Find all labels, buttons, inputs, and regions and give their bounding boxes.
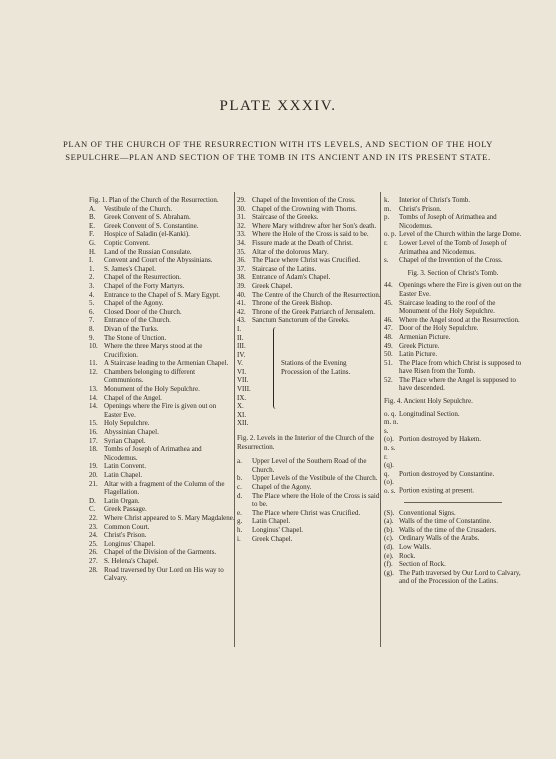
- legend-entry: [89, 445, 235, 462]
- legend-text: Section of Rock.: [399, 560, 446, 569]
- station-numeral: IX.: [237, 393, 247, 402]
- legend-text: Latin Picture.: [399, 350, 438, 359]
- legend-text: Rock.: [399, 551, 416, 560]
- legend-key: 48.: [384, 332, 393, 341]
- legend-key: 25.: [89, 539, 98, 548]
- legend-entry: [237, 256, 382, 265]
- legend-text: Where Mary withdrew after her Son's death.: [252, 221, 377, 230]
- legend-key: 6.: [89, 307, 95, 316]
- legend-text: Hospice of Saladin (el-Kanki).: [104, 230, 190, 239]
- legend-entry: [89, 402, 235, 419]
- legend-key: i.: [237, 534, 241, 543]
- legend-text: Fissure made at the Death of Christ.: [252, 238, 353, 247]
- legend-text: Chapel of the Division of the Garments.: [104, 548, 217, 557]
- legend-entry: [89, 548, 235, 557]
- legend-text: Greek Convent of S. Constantine.: [104, 221, 199, 230]
- legend-entry: [237, 483, 382, 492]
- station-numeral: XII.: [237, 419, 249, 428]
- legend-key: e.: [237, 508, 242, 517]
- legend-entry: [89, 480, 235, 497]
- legend-key: (f).: [384, 560, 393, 569]
- legend-entry: [89, 523, 235, 532]
- legend-key: 3.: [89, 281, 95, 290]
- legend-key: 19.: [89, 462, 98, 471]
- legend-key: 9.: [89, 333, 95, 342]
- legend-key: 49.: [384, 341, 393, 350]
- legend-key: D.: [89, 496, 96, 505]
- fig3-legend-list: [384, 281, 522, 393]
- legend-text: Chapel of the Resurrection.: [104, 273, 181, 282]
- legend-key: 24.: [89, 531, 98, 540]
- legend-key: 1.: [89, 264, 95, 273]
- stations-group: [237, 325, 382, 428]
- legend-key: r.: [384, 238, 388, 247]
- station-numeral: III.: [237, 342, 246, 351]
- legend-text: Portion destroyed by Hakem.: [399, 435, 482, 444]
- legend-text: Where the Angel stood at the Resurrection.: [399, 315, 520, 324]
- legend-text: Greek Chapel.: [252, 534, 293, 543]
- legend-text: Chapel of the Crowning with Thorns.: [252, 204, 357, 213]
- legend-text: Upper Levels of the Vestibule of the Church.: [252, 474, 378, 483]
- legend-text: Throne of the Greek Bishop.: [252, 299, 333, 308]
- legend-text: Walls of the time of the Crusaders.: [399, 525, 497, 534]
- legend-text: Portion existing at present.: [399, 487, 475, 495]
- fig1-caption: Fig. 1. Plan of the Church of the Resurrection.: [89, 196, 219, 204]
- legend-key: m. n. s. (o).: [384, 418, 399, 444]
- legend-key: c.: [237, 483, 242, 491]
- legend-entry: [384, 350, 522, 359]
- legend-text: Closed Door of the Church.: [104, 307, 182, 316]
- legend-key: I.: [89, 256, 94, 265]
- station-numeral: VII.: [237, 376, 249, 385]
- legend-key: 32.: [237, 221, 246, 230]
- legend-entry: [384, 410, 522, 419]
- legend-text: The Place where Christ was Crucified.: [252, 256, 361, 265]
- legend-entry: [89, 325, 235, 334]
- legend-entry: [89, 385, 235, 394]
- legend-text: Where Christ appeared to S. Mary Magdalene.: [104, 513, 235, 522]
- legend-entry: [89, 462, 235, 471]
- legend-entry: [89, 256, 235, 265]
- legend-entry: [89, 359, 235, 368]
- station-numeral: XI.: [237, 410, 247, 419]
- legend-text: The Place where Christ was Crucified.: [252, 508, 361, 517]
- legend-entry: [89, 265, 235, 274]
- legend-key: 50.: [384, 350, 393, 359]
- legend-key: d.: [237, 491, 243, 500]
- signs-heading: (S). Conventional Signs.: [384, 508, 456, 517]
- legend-key: 34.: [237, 238, 246, 247]
- legend-entry: [89, 282, 235, 291]
- legend-key: 17.: [89, 436, 98, 445]
- legend-text: Sanctum Sanctorum of the Greeks.: [252, 316, 350, 325]
- legend-entry: [237, 308, 382, 317]
- station-numeral: V.: [237, 359, 243, 368]
- legend-text: Portion destroyed by Constantine.: [399, 469, 495, 478]
- legend-entry: [89, 316, 235, 325]
- legend-key: 31.: [237, 213, 246, 222]
- legend-entry: [89, 334, 235, 343]
- legend-key: 42.: [237, 307, 246, 316]
- legend-entry: [384, 444, 522, 478]
- legend-key: h.: [237, 525, 243, 534]
- legend-entry: [384, 205, 522, 214]
- station-numeral: X.: [237, 402, 244, 411]
- legend-key: (d).: [384, 542, 394, 551]
- legend-entry: [89, 299, 235, 308]
- legend-column-2: [237, 196, 382, 543]
- legend-text: Divan of the Turks.: [104, 324, 159, 333]
- legend-key: 18.: [89, 445, 98, 454]
- legend-column-3: [384, 196, 522, 586]
- legend-entry: [89, 428, 235, 437]
- legend-entry: [384, 333, 522, 342]
- legend-entry: [237, 535, 382, 544]
- legend-text: Latin Organ.: [104, 496, 140, 505]
- legend-entry: [89, 213, 235, 222]
- fig1-legend-list: [89, 205, 235, 583]
- legend-entry: [237, 509, 382, 518]
- legend-key: (e).: [384, 551, 394, 560]
- legend-text: Tombs of Joseph of Arimathea and Nicodemus.: [399, 213, 497, 230]
- legend-text: A Staircase leading to the Armenian Chapel.: [104, 359, 229, 368]
- legend-text: Chambers belonging to different Communions.: [104, 367, 196, 385]
- legend-key: 44.: [384, 281, 393, 290]
- legend-text: Latin Convent.: [104, 462, 146, 471]
- legend-text: Throne of the Greek Patriarch of Jerusalem.: [252, 307, 376, 316]
- legend-entry: [89, 514, 235, 523]
- legend-text: S. James's Chapel.: [104, 264, 156, 273]
- legend-key: 8.: [89, 324, 95, 333]
- legend-text: Level of the Church within the large Dome.: [399, 230, 522, 239]
- legend-key: (b).: [384, 525, 394, 534]
- legend-text: Entrance of the Church.: [104, 316, 171, 325]
- legend-key: 38.: [237, 273, 246, 282]
- legend-entry: [89, 222, 235, 231]
- legend-text: Staircase of the Latins.: [252, 264, 317, 273]
- legend-text: Greek Picture.: [399, 341, 440, 350]
- legend-entry: [89, 308, 235, 317]
- legend-entry: [89, 566, 235, 583]
- legend-text: Interior of Christ's Tomb.: [399, 196, 471, 204]
- legend-entry: [384, 230, 522, 239]
- station-numeral: IV.: [237, 350, 246, 359]
- legend-text: Altar with a fragment of the Column of the Flagellation.: [104, 479, 225, 497]
- legend-entry: [384, 517, 522, 526]
- legend-entry: [237, 457, 382, 474]
- fig2-caption: Fig. 2. Levels in the Interior of the Church of the Resurrection.: [237, 434, 374, 451]
- legend-entry: [237, 222, 382, 231]
- legend-column-1: [89, 196, 235, 583]
- legend-key: E.: [89, 221, 96, 230]
- legend-text: Staircase leading to the roof of the Monument of the Holy Sepulchre.: [399, 298, 496, 316]
- legend-key: 36.: [237, 256, 246, 265]
- legend-key: 27.: [89, 556, 98, 565]
- legend-text: Road traversed by Our Lord on His way to Calvary.: [104, 565, 224, 583]
- section-rule: [404, 502, 502, 503]
- station-numerals: [237, 325, 382, 428]
- legend-key: o. p.: [384, 230, 397, 239]
- legend-key: n. s. r. (q). q.: [384, 444, 396, 478]
- fig3-caption: Fig. 3. Section of Christ's Tomb.: [407, 268, 499, 277]
- legend-text: Greek Convent of S. Abraham.: [104, 213, 191, 222]
- legend-key: 13.: [89, 385, 98, 394]
- legend-entry: [89, 540, 235, 549]
- legend-key: 20.: [89, 471, 98, 479]
- legend-key: 52.: [384, 375, 393, 384]
- legend-key: g.: [237, 517, 243, 526]
- legend-key: o. q.: [384, 409, 397, 418]
- legend-key: 35.: [237, 247, 246, 256]
- legend-text: Entrance of Adam's Chapel.: [252, 273, 331, 282]
- legend-key: 51.: [384, 358, 393, 367]
- legend-entry: [237, 239, 382, 248]
- legend-text: Low Walls.: [399, 542, 431, 551]
- legend-text: Tombs of Joseph of Arimathea and Nicodemus.: [104, 445, 202, 462]
- legend-entry: [237, 291, 382, 300]
- legend-key: 11.: [89, 359, 98, 368]
- legend-entry: [237, 196, 382, 205]
- legend-key: 14.: [89, 393, 98, 402]
- legend-entry: [89, 394, 235, 403]
- legend-text: The Place where the Hole of the Cross is said to be.: [252, 491, 380, 509]
- stations-brace: [273, 327, 279, 409]
- legend-text: Abyssinian Chapel.: [104, 428, 159, 437]
- legend-entry: [384, 299, 522, 316]
- legend-key: 30.: [237, 204, 246, 213]
- legend-key: 21.: [89, 479, 98, 488]
- legend-entry: [384, 543, 522, 552]
- legend-key: 14.: [89, 402, 98, 411]
- legend-key: k.: [384, 196, 390, 204]
- fig1-legend-list-continued: [237, 196, 382, 325]
- legend-text: Greek Chapel.: [252, 281, 293, 290]
- legend-entry: [384, 534, 522, 543]
- legend-key: b.: [237, 474, 243, 483]
- legend-key: 28.: [89, 565, 98, 574]
- legend-entry: [384, 552, 522, 561]
- stations-note: Stations of the Evening Procession of the Latins.: [281, 358, 351, 376]
- plate-heading: PLAN OF THE CHURCH OF THE RESURRECTION WITH ITS LEVELS, AND SECTION OF THE HOLY SEPULCHRE—PLAN AND SECTION OF THE TOMB IN ITS ANCIENT AND IN ITS PRESENT STATE.: [62, 139, 493, 162]
- legend-entry: [384, 359, 522, 376]
- legend-key: a.: [237, 457, 242, 466]
- legend-key: (a).: [384, 517, 394, 526]
- legend-entry: [89, 342, 235, 359]
- legend-text: Christ's Prison.: [399, 204, 442, 213]
- legend-key: 2.: [89, 273, 95, 282]
- legend-entry: [237, 526, 382, 535]
- fig2-legend-list-continued: [384, 196, 522, 265]
- legend-text: Land of the Russian Consulate.: [104, 247, 192, 256]
- legend-entry: [237, 517, 382, 526]
- legend-text: S. Helena's Chapel.: [104, 556, 159, 565]
- legend-entry: [237, 299, 382, 308]
- legend-key: 29.: [237, 196, 246, 204]
- legend-text: Chapel of the Angel.: [104, 393, 162, 402]
- legend-key: 33.: [237, 230, 246, 239]
- legend-key: 37.: [237, 264, 246, 273]
- legend-entry: [89, 471, 235, 480]
- legend-key: s.: [384, 256, 389, 265]
- legend-text: Chapel of the Invention of the Cross.: [399, 256, 503, 265]
- legend-entry: [384, 316, 522, 325]
- legend-key: 7.: [89, 316, 95, 325]
- legend-text: Latin Chapel.: [252, 517, 291, 526]
- legend-text: Common Court.: [104, 522, 150, 531]
- legend-text: Openings where the Fire is given out on the Easter Eve.: [399, 281, 522, 298]
- legend-entry: [237, 213, 382, 222]
- legend-text: Greek Passage.: [104, 505, 147, 514]
- legend-key: F.: [89, 230, 95, 239]
- legend-text: Door of the Holy Sepulchre.: [399, 324, 479, 333]
- legend-entry: [89, 248, 235, 257]
- legend-text: Chapel of the Agony.: [252, 483, 312, 491]
- legend-key: 16.: [89, 428, 98, 437]
- legend-text: Christ's Prison.: [104, 531, 147, 540]
- legend-entry: [89, 205, 235, 214]
- legend-entry: [237, 265, 382, 274]
- legend-entry: [237, 205, 382, 214]
- fig4-caption: Fig. 4. Ancient Holy Sepulchre.: [384, 397, 473, 406]
- plate-title: PLATE XXXIV.: [219, 98, 337, 114]
- legend-key: p.: [384, 213, 390, 222]
- station-numeral: VIII.: [237, 385, 251, 394]
- legend-key: (o). o. s.: [384, 478, 396, 495]
- legend-key: 26.: [89, 548, 98, 557]
- station-numeral: II.: [237, 333, 244, 342]
- legend-key: B.: [89, 213, 96, 222]
- legend-text: Holy Sepulchre.: [104, 419, 150, 428]
- legend-key: 4.: [89, 290, 95, 299]
- legend-text: Chapel of the Forty Martyrs.: [104, 281, 185, 290]
- legend-entry: [89, 239, 235, 248]
- legend-entry: [237, 316, 382, 325]
- legend-key: 23.: [89, 522, 98, 531]
- legend-key: H.: [89, 247, 96, 256]
- legend-entry: [384, 418, 522, 444]
- legend-entry: [384, 281, 522, 298]
- legend-text: The Path traversed by Our Lord to Calvary, and of the Procession of the Latins.: [399, 568, 521, 586]
- legend-text: Convent and Court of the Abyssinians.: [104, 256, 213, 265]
- legend-text: Walls of the time of Constantine.: [399, 517, 492, 526]
- legend-entry: [89, 273, 235, 282]
- legend-entry: [384, 239, 522, 256]
- legend-text: The Centre of the Church of the Resurrection.: [252, 290, 381, 299]
- legend-text: Longinus' Chapel.: [252, 525, 304, 534]
- legend-entry: [89, 557, 235, 566]
- legend-key: 40.: [237, 290, 246, 299]
- legend-entry: [89, 368, 235, 385]
- legend-key: 43.: [237, 316, 246, 325]
- legend-key: 41.: [237, 299, 246, 308]
- legend-text: Armenian Picture.: [399, 332, 451, 341]
- legend-entry: [237, 282, 382, 291]
- legend-entry: [89, 531, 235, 540]
- legend-entry: [89, 497, 235, 506]
- legend-entry: [384, 342, 522, 351]
- legend-entry: [89, 437, 235, 446]
- legend-entry: [384, 569, 522, 586]
- legend-entry: [89, 505, 235, 514]
- legend-key: 45.: [384, 298, 393, 307]
- legend-entry: [237, 273, 382, 282]
- legend-entry: [384, 213, 522, 230]
- legend-key: 15.: [89, 419, 98, 428]
- legend-entry: [384, 560, 522, 569]
- legend-text: The Place from which Christ is supposed to have Risen from the Tomb.: [399, 358, 522, 376]
- legend-text: Lower Level of the Tomb of Joseph of Arimathea and Nicodemus.: [399, 238, 507, 256]
- legend-key: C.: [89, 505, 96, 514]
- legend-key: 46.: [384, 315, 393, 324]
- legend-key: 5.: [89, 299, 95, 308]
- legend-entry: [237, 492, 382, 509]
- legend-entry: [384, 324, 522, 333]
- legend-key: m.: [384, 204, 392, 213]
- legend-text: Vestibule of the Church.: [104, 204, 173, 213]
- legend-text: Longitudinal Section.: [399, 409, 460, 418]
- legend-entry: [384, 196, 522, 205]
- legend-text: Chapel of the Invention of the Cross.: [252, 196, 356, 204]
- legend-text: Longinus' Chapel.: [104, 539, 156, 548]
- station-numeral: VI.: [237, 367, 247, 376]
- legend-entry: [384, 256, 522, 265]
- legend-text: Monument of the Holy Sepulchre.: [104, 385, 200, 394]
- legend-key: (c).: [384, 534, 394, 543]
- legend-text: Altar of the dolorous Mary.: [252, 247, 329, 256]
- legend-entry: [384, 526, 522, 535]
- legend-text: Staircase of the Greeks.: [252, 213, 319, 222]
- legend-text: The Stone of Unction.: [104, 333, 167, 342]
- legend-entry: [89, 419, 235, 428]
- legend-text: Openings where the Fire is given out on Easter Eve.: [104, 402, 217, 419]
- legend-key: 10.: [89, 342, 98, 351]
- legend-entry: [237, 230, 382, 239]
- legend-text: Latin Chapel.: [104, 471, 143, 479]
- legend-key: 47.: [384, 324, 393, 333]
- legend-key: G.: [89, 238, 96, 247]
- legend-entry: [384, 478, 522, 495]
- legend-entry: [89, 291, 235, 300]
- legend-text: Coptic Convent.: [104, 238, 150, 247]
- legend-key: (g).: [384, 568, 394, 577]
- legend-text: Where the Hole of the Cross is said to be.: [252, 230, 369, 239]
- legend-entry: [237, 248, 382, 257]
- fig2-legend-list: [237, 457, 382, 543]
- legend-text: Ordinary Walls of the Arabs.: [399, 534, 480, 543]
- fig4-legend-list: [384, 410, 522, 496]
- legend-entry: [89, 230, 235, 239]
- legend-entry: [384, 376, 522, 393]
- legend-key: A.: [89, 204, 96, 213]
- legend-text: Upper Level of the Southern Road of the Church.: [252, 457, 367, 474]
- station-numeral: I.: [237, 324, 242, 333]
- legend-entry: [237, 474, 382, 483]
- legend-text: Syrian Chapel.: [104, 436, 146, 445]
- legend-key: 12.: [89, 367, 98, 376]
- legend-text: Chapel of the Agony.: [104, 299, 164, 308]
- legend-key: 22.: [89, 513, 98, 522]
- legend-text: The Place where the Angel is supposed to have descended.: [399, 375, 516, 393]
- legend-text: Entrance to the Chapel of S. Mary Egypt.: [104, 290, 221, 299]
- legend-key: 39.: [237, 281, 246, 290]
- signs-legend-list: [384, 517, 522, 586]
- legend-text: Where the three Marys stood at the Crucifixion.: [104, 342, 203, 359]
